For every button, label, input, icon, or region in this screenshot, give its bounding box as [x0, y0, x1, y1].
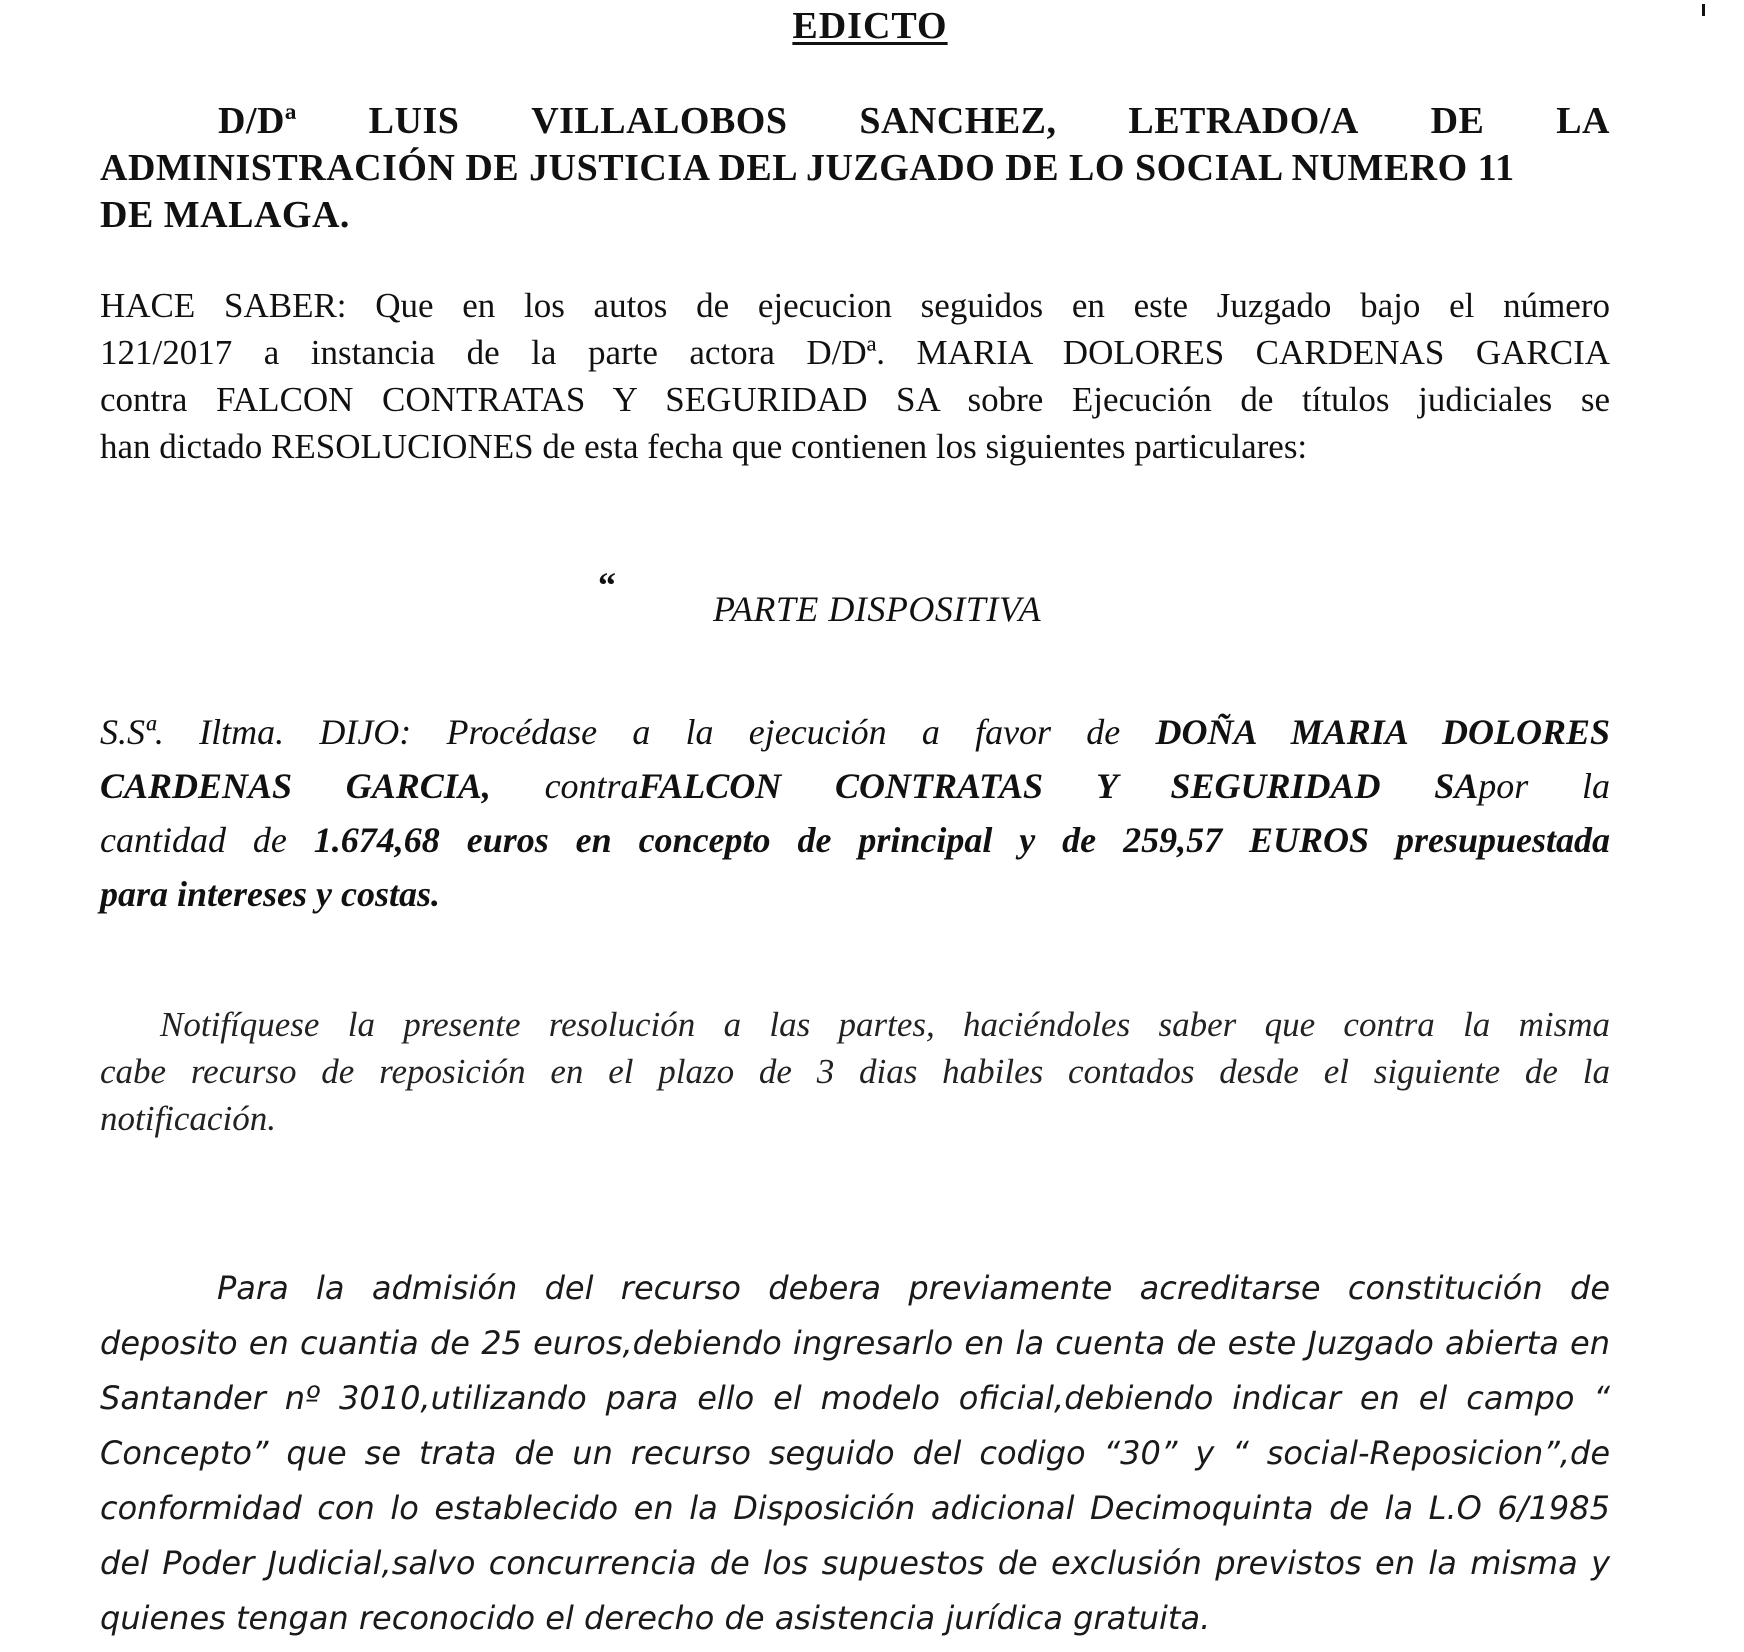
paragraph-line: Para la admisión del recurso debera previamente acreditarse constitución de	[217, 1269, 1610, 1307]
paragraph-line: del Poder Judicial,salvo concurrencia de los supuestos de exclusión previstos en la misma y	[100, 1544, 1610, 1582]
paragraph-line: contra FALCON CONTRATAS Y SEGURIDAD SA sobre Ejecución de títulos judiciales se	[100, 380, 1610, 419]
opening-quote-mark: “	[598, 565, 616, 605]
paragraph-line: quienes tengan reconocido el derecho de asistencia jurídica gratuita.	[100, 1599, 1211, 1637]
defendant-name: FALCON CONTRATAS Y SEGURIDAD SA	[638, 766, 1479, 806]
paragraph-line: notificación.	[100, 1099, 276, 1138]
margin-mark	[1702, 4, 1705, 16]
document-title: EDICTO	[792, 5, 948, 47]
header-line-1	[100, 98, 1610, 145]
paragraph-line	[100, 705, 1610, 759]
paragraph-line: cabe recurso de reposición en el plazo de 3 dias habiles contados desde el siguiente de la	[100, 1052, 1610, 1091]
paragraph-line: han dictado RESOLUCIONES de esta fecha que contienen los siguientes particulares:	[100, 427, 1308, 466]
text-run: por la	[1478, 766, 1611, 806]
header-word: VILLALOBOS	[531, 100, 788, 142]
dispositiva-paragraph	[100, 705, 1610, 921]
paragraph-line	[100, 759, 1610, 813]
text-run: cantidad de	[100, 820, 314, 860]
header-block	[100, 98, 1610, 239]
paragraph-line: 121/2017 a instancia de la parte actora D/Dª. MARIA DOLORES CARDENAS GARCIA	[100, 333, 1610, 372]
header-line-2: ADMINISTRACIÓN DE JUSTICIA DEL JUZGADO DE LO SOCIAL NUMERO 11	[100, 147, 1515, 189]
text-run: contra	[544, 766, 639, 806]
notification-paragraph	[100, 1001, 1610, 1142]
header-word: LUIS	[368, 100, 460, 142]
paragraph-line: Notifíquese la presente resolución a las partes, haciéndoles saber que contra la misma	[160, 1005, 1610, 1044]
hace-saber-paragraph	[100, 282, 1610, 470]
paragraph-line: para intereses y costas.	[100, 874, 440, 914]
paragraph-line: deposito en cuantia de 25 euros,debiendo ingresarlo en la cuenta de este Juzgado abierta en	[100, 1324, 1610, 1362]
section-title: PARTE DISPOSITIVA	[713, 589, 1042, 629]
header-word: LETRADO/A	[1128, 100, 1359, 142]
header-word: D/Dª	[218, 100, 297, 142]
header-word: SANCHEZ,	[859, 100, 1057, 142]
paragraph-line: conformidad con lo establecido en la Disposición adicional Decimoquinta de la L.O 6/1985	[100, 1489, 1610, 1527]
recurso-paragraph	[100, 1261, 1610, 1646]
header-line-3: DE MALAGA.	[100, 194, 350, 236]
paragraph-line: Santander nº 3010,utilizando para ello el modelo oficial,debiendo indicar en el campo “	[100, 1379, 1610, 1417]
header-word: DE	[1430, 100, 1485, 142]
paragraph-line: Concepto” que se trata de un recurso seguido del codigo “30” y “ social-Reposicion”,de	[100, 1434, 1610, 1472]
paragraph-line: HACE SABER: Que en los autos de ejecucion seguidos en este Juzgado bajo el número	[100, 286, 1610, 325]
text-run: S.Sª. Iltma. DIJO: Procédase a la ejecución a favor de	[100, 712, 1156, 752]
paragraph-line	[100, 813, 1610, 867]
header-word: LA	[1556, 100, 1610, 142]
amount-text: 1.674,68 euros en concepto de principal y de 259,57 EUROS presupuestada	[313, 820, 1610, 860]
beneficiary-name: DOÑA MARIA DOLORES	[1155, 712, 1611, 752]
beneficiary-name: CARDENAS GARCIA,	[100, 766, 491, 806]
